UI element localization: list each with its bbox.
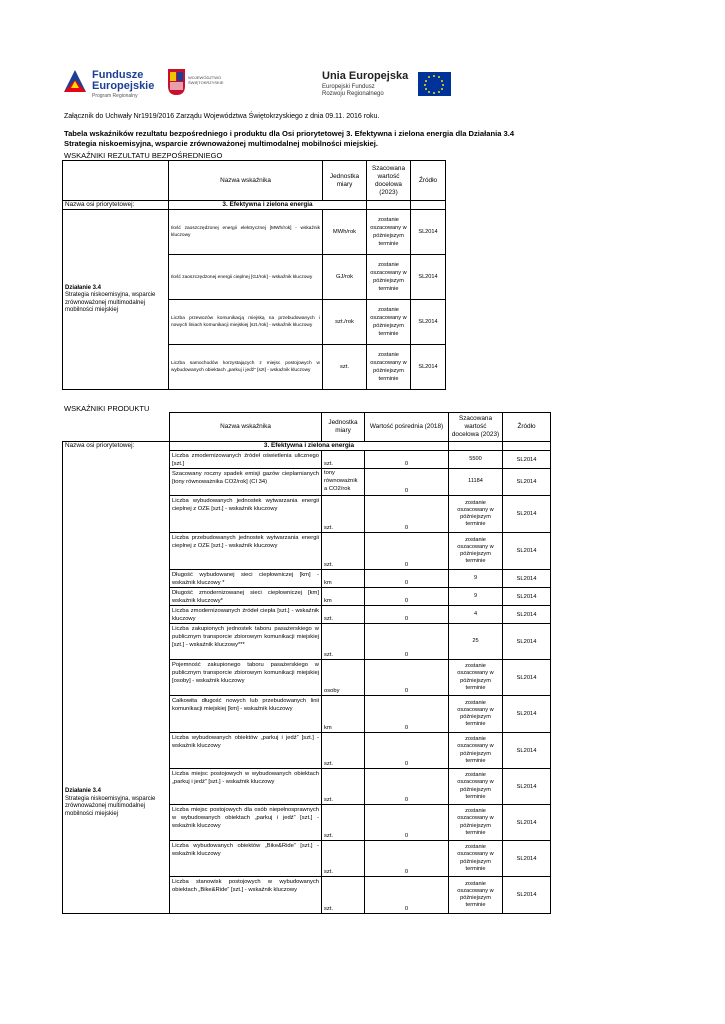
indicator-unit: GJ/rok	[323, 255, 367, 300]
product-indicators-table	[62, 412, 551, 914]
indicator-target: 9	[449, 570, 503, 588]
indicator-target: 4	[449, 606, 503, 624]
indicator-target: zostanie oszacowany w późniejszym terminie	[449, 805, 503, 841]
fundusze-europejskie-logo	[62, 68, 157, 102]
indicator-unit: km	[322, 588, 365, 606]
fe-star-icon	[62, 68, 88, 98]
indicator-source: SL2014	[503, 841, 551, 877]
axis-label: Nazwa osi priorytetowej:	[63, 201, 169, 210]
header-source: Źródło	[411, 161, 446, 201]
section-heading-product: WSKAŹNIKI PRODUKTU	[64, 404, 150, 413]
indicator-name: Długość wybudowanej sieci ciepłowniczej [km] - wskaźnik kluczowy *	[170, 570, 322, 588]
axis-row	[63, 201, 446, 210]
indicator-source: SL2014	[411, 255, 446, 300]
indicator-unit: szt.	[322, 805, 365, 841]
indicator-name: Szacowany roczny spadek emisji gazów cieplarnianych [tony równoważnika CO2/rok] (CI 34)	[170, 469, 322, 496]
indicator-name: Liczba zmodernizowanych źródeł oświetlenia ulicznego [szt.]	[170, 451, 322, 469]
ue-logo-line3: Rozwoju Regionalnego	[322, 91, 384, 97]
indicator-target: zostanie oszacowany w późniejszym terminie	[367, 300, 411, 345]
indicator-source: SL2014	[503, 805, 551, 841]
axis-empty-cell	[449, 442, 503, 451]
indicator-name: Długość zmodernizowanej sieci ciepłowniczej [km] wskaźnik kluczowy*	[170, 588, 322, 606]
indicator-baseline: 0	[365, 733, 449, 769]
header-baseline: Wartość pośrednia (2018)	[365, 413, 449, 442]
header-target: Szacowana wartość docelowa (2023)	[449, 413, 503, 442]
indicator-source: SL2014	[503, 769, 551, 805]
indicator-target: zostanie oszacowany w późniejszym terminie	[449, 877, 503, 914]
indicator-baseline: 0	[365, 606, 449, 624]
indicator-name: Liczba miejsc postojowych dla osób niepełnosprawnych w wybudowanych obiektach „parkuj i jedź” [szt.] - wskaźnik kluczowy	[170, 805, 322, 841]
table-row	[63, 451, 551, 469]
indicator-name: Liczba przebudowanych jednostek wytwarzania energii cieplnej z OZE [szt.] - wskaźnik kluczowy	[170, 533, 322, 570]
indicator-target: zostanie oszacowany w późniejszym terminie	[449, 696, 503, 733]
indicator-target: zostanie oszacowany w późniejszym terminie	[449, 660, 503, 696]
measure-text: Strategia niskoemisyjna, wsparcie zrównoważonej multimodalnej mobilności miejskiej	[65, 292, 156, 313]
indicator-name: Liczba wybudowanych jednostek wytwarzania energii cieplnej z OZE [szt.] - wskaźnik kluczowy	[170, 496, 322, 533]
indicator-baseline: 0	[365, 877, 449, 914]
measure-cell	[63, 451, 170, 914]
indicator-baseline: 0	[365, 624, 449, 660]
indicator-unit: tony równoważnik a CO2/rok	[322, 469, 365, 496]
indicator-source: SL2014	[503, 696, 551, 733]
axis-value: 3. Efektywna i zielona energia	[170, 442, 449, 451]
indicator-baseline: 0	[365, 533, 449, 570]
measure-title: Działanie 3.4	[65, 788, 102, 794]
indicator-unit: szt./rok	[323, 300, 367, 345]
indicator-source: SL2014	[503, 877, 551, 914]
indicator-baseline: 0	[365, 469, 449, 496]
wojewodztwo-swietokrzyskie-logo	[168, 69, 238, 99]
header-empty-cell	[63, 413, 170, 442]
indicator-unit: km	[322, 570, 365, 588]
indicator-name: Pojemność zakupionego taboru pasażerskiego w publicznym transporcie zbiorowym komunikacji miejskiej [osoby] - wskaźnik kluczowy	[170, 660, 322, 696]
ue-logo-line1: Unia Europejska	[322, 70, 409, 82]
indicator-baseline: 0	[365, 696, 449, 733]
header-source: Źródło	[503, 413, 551, 442]
indicator-baseline: 0	[365, 805, 449, 841]
indicator-source: SL2014	[503, 606, 551, 624]
indicator-source: SL2014	[503, 451, 551, 469]
fe-logo-line1: Fundusze	[92, 69, 144, 81]
indicator-unit: szt.	[322, 624, 365, 660]
indicator-source: SL2014	[503, 570, 551, 588]
axis-empty-cell	[367, 201, 411, 210]
table-header-row	[63, 161, 446, 201]
indicator-target: 5500	[449, 451, 503, 469]
title-line-1: Tabela wskaźników rezultatu bezpośredniego i produktu dla Osi priorytetowej 3. Efektywna i zielona energia dla Działania 3.4	[64, 129, 515, 138]
indicator-target: zostanie oszacowany w późniejszym terminie	[449, 533, 503, 570]
indicator-name: Liczba zmodernizowanych źródeł ciepła [szt.] - wskaźnik kluczowy	[170, 606, 322, 624]
indicator-name: Liczba wybudowanych obiektów „parkuj i jedź” [szt.] - wskaźnik kluczowy	[170, 733, 322, 769]
unia-europejska-logo	[322, 70, 452, 100]
indicator-target: 9	[449, 588, 503, 606]
section-heading-result: WSKAŹNIKI REZULTATU BEZPOŚREDNIEGO	[64, 151, 223, 160]
indicator-unit: szt.	[322, 606, 365, 624]
header-target: Szacowana wartość docelowa (2023)	[367, 161, 411, 201]
indicator-name: Liczba miejsc postojowych w wybudowanych obiektach „parkuj i jedź” [szt.] - wskaźnik kluczowy	[170, 769, 322, 805]
measure-cell	[63, 210, 169, 390]
indicator-target: zostanie oszacowany w późniejszym terminie	[449, 769, 503, 805]
indicator-name: Liczba wybudowanych obiektów „Bike&Ride” [szt.] - wskaźnik kluczowy	[170, 841, 322, 877]
axis-value: 3. Efektywna i zielona energia	[169, 201, 367, 210]
eu-flag-icon	[418, 72, 451, 96]
indicator-target: 11184	[449, 469, 503, 496]
indicator-baseline: 0	[365, 769, 449, 805]
header-unit: Jednostka miary	[322, 413, 365, 442]
indicator-unit: szt.	[322, 877, 365, 914]
axis-empty-cell	[411, 201, 446, 210]
indicator-unit: szt.	[322, 769, 365, 805]
indicator-unit: MWh/rok	[323, 210, 367, 255]
axis-row	[63, 442, 551, 451]
indicator-target: zostanie oszacowany w późniejszym terminie	[367, 210, 411, 255]
indicator-unit: szt.	[322, 451, 365, 469]
indicator-target: zostanie oszacowany w późniejszym terminie	[449, 841, 503, 877]
indicator-name: Liczba zakupionych jednostek taboru pasażerskiego w publicznym transporcie zbiorowym komunikacji miejskiej [szt.] - wskaźnik kluczowy***	[170, 624, 322, 660]
indicator-source: SL2014	[411, 300, 446, 345]
indicator-name: Całkowita długość nowych lub przebudowanych linii komunikacji miejskiej [km] - wskaźnik kluczowy	[170, 696, 322, 733]
attachment-note: Załącznik do Uchwały Nr1919/2016 Zarządu Województwa Świętokrzyskiego z dnia 09.11. 2016 roku.	[64, 113, 380, 120]
indicator-name: Ilość zaoszczędzonej energii elektrycznej [MWh/rok] - wskaźnik kluczowy	[169, 210, 323, 255]
sw-logo-text: WOJEWÓDZTWO ŚWIĘTOKRZYSKIE	[188, 75, 224, 85]
ue-logo-line2: Europejski Fundusz	[322, 84, 375, 90]
document-title	[64, 129, 664, 149]
indicator-target: 25	[449, 624, 503, 660]
indicator-target: zostanie oszacowany w późniejszym terminie	[449, 733, 503, 769]
measure-title: Działanie 3.4	[65, 284, 102, 291]
indicator-baseline: 0	[365, 660, 449, 696]
indicator-unit: osoby	[322, 660, 365, 696]
indicator-source: SL2014	[503, 733, 551, 769]
indicator-source: SL2014	[411, 210, 446, 255]
axis-label: Nazwa osi priorytetowej:	[63, 442, 170, 451]
header-name: Nazwa wskaźnika	[170, 413, 322, 442]
header-empty-cell	[63, 161, 169, 201]
axis-empty-cell	[503, 442, 551, 451]
indicator-source: SL2014	[503, 624, 551, 660]
indicator-baseline: 0	[365, 496, 449, 533]
indicator-source: SL2014	[503, 496, 551, 533]
indicator-target: zostanie oszacowany w późniejszym terminie	[367, 255, 411, 300]
indicator-name: Ilość zaoszczędzonej energii cieplnej [GJ/rok] - wskaźnik kluczowy	[169, 255, 323, 300]
indicator-target: zostanie oszacowany w późniejszym terminie	[367, 345, 411, 390]
table-row	[63, 210, 446, 255]
measure-text: Strategia niskoemisyjna, wsparcie zrównoważonej multimodalnej mobilności miejskiej	[65, 795, 156, 817]
indicator-baseline: 0	[365, 451, 449, 469]
indicator-name: Liczba przewozów komunikacją miejską na przebudowanych i nowych liniach komunikacji miejskiej [szt./rok] - wskaźnik kluczowy	[169, 300, 323, 345]
indicator-source: SL2014	[503, 533, 551, 570]
indicator-source: SL2014	[503, 660, 551, 696]
fe-logo-line3: Program Regionalny	[92, 93, 138, 99]
indicator-unit: szt.	[322, 733, 365, 769]
indicator-baseline: 0	[365, 588, 449, 606]
title-line-2: Strategia niskoemisyjna, wsparcie zrównoważonej multimodalnej mobilności miejskiej.	[64, 139, 378, 148]
indicator-baseline: 0	[365, 841, 449, 877]
indicator-source: SL2014	[503, 469, 551, 496]
indicator-name: Liczba stanowisk postojowych w wybudowanych obiektach „Bike&Ride” [szt.] - wskaźnik kluczowy	[170, 877, 322, 914]
result-indicators-table	[62, 160, 446, 390]
indicator-source: SL2014	[411, 345, 446, 390]
indicator-unit: szt.	[322, 533, 365, 570]
header-unit: Jednostka miary	[323, 161, 367, 201]
indicator-source: SL2014	[503, 588, 551, 606]
crest-icon	[168, 69, 185, 95]
indicator-unit: km	[322, 696, 365, 733]
indicator-unit: szt.	[323, 345, 367, 390]
indicator-unit: szt.	[322, 841, 365, 877]
indicator-unit: szt.	[322, 496, 365, 533]
table-header-row	[63, 413, 551, 442]
indicator-target: zostanie oszacowany w późniejszym terminie	[449, 496, 503, 533]
header-name: Nazwa wskaźnika	[169, 161, 323, 201]
indicator-baseline: 0	[365, 570, 449, 588]
fe-logo-line2: Europejskie	[92, 80, 155, 92]
indicator-name: Liczba samochodów korzystających z miejsc postojowych w wybudowanych obiektach „parkuj i jedź” [szt] - wskaźnik kluczowy	[169, 345, 323, 390]
